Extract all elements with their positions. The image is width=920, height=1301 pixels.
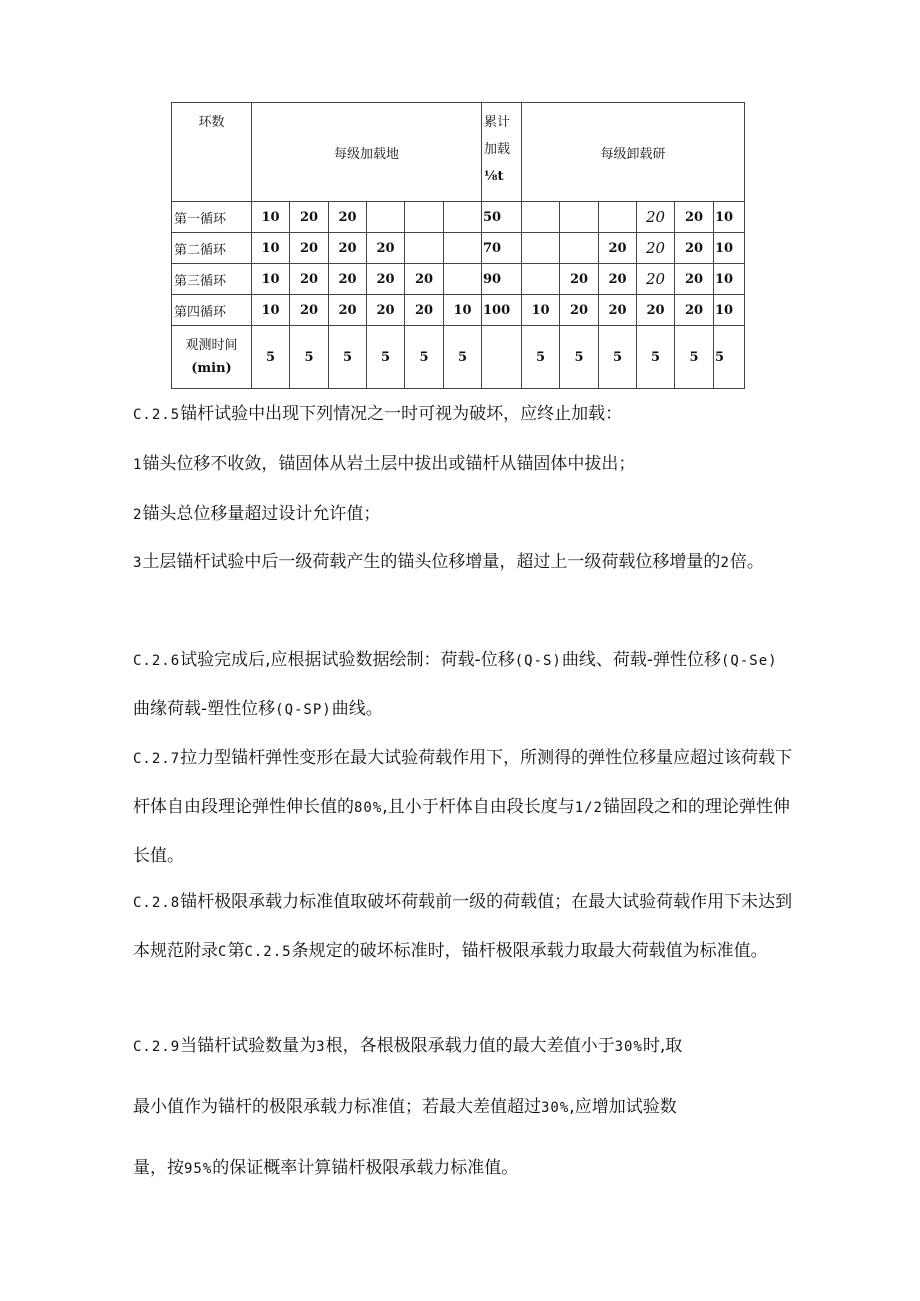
clause-line: [133, 1016, 793, 1077]
header-cumulative-line2: 加载: [484, 142, 511, 157]
load-cell: 10: [252, 295, 290, 326]
unload-cell: 20: [599, 233, 637, 264]
observation-time-label: 观测时间: [185, 338, 238, 353]
cumulative-cell: 100: [482, 295, 522, 326]
load-cell: 20: [329, 233, 367, 264]
table-row: [172, 233, 745, 264]
load-cell: 20: [290, 295, 329, 326]
curve-code: (Q-SP): [275, 702, 332, 718]
unload-cell: 20: [675, 295, 714, 326]
observation-time-unit: (min): [191, 361, 232, 376]
table-row: [172, 202, 745, 233]
unload-cell: [522, 233, 560, 264]
load-cell: 20: [405, 264, 444, 295]
clause-text: 根，各根极限承载力值的最大差值小于: [325, 1036, 615, 1056]
unload-cell: 10: [522, 295, 560, 326]
clause-text: 第: [227, 941, 245, 961]
unload-cell: 20: [560, 264, 599, 295]
clause-text: 锚固段之和的理论弹性伸长值。: [133, 797, 790, 866]
clause-text: 曲缘荷载-塑性位移: [133, 699, 276, 719]
load-cell: 20: [367, 233, 405, 264]
time-cell: 5: [252, 326, 290, 389]
item-text-tail: 倍。: [729, 552, 764, 572]
load-cell: 20: [290, 202, 329, 233]
clause-c-2-9: [133, 1016, 793, 1199]
load-cell: [444, 202, 482, 233]
load-cell: 10: [252, 233, 290, 264]
row-label-observation-time: [172, 326, 252, 389]
count: 3: [316, 1039, 326, 1055]
appendix-ref: C: [218, 944, 228, 960]
clause-c-2-6: [133, 636, 793, 734]
clause-text: 最小值作为锚杆的极限承载力标准值；若最大差值超过: [133, 1097, 541, 1117]
time-cell: 5: [714, 326, 745, 389]
clause-text: 试验完成后,应根据试验数据绘制：荷载-位移: [180, 650, 515, 670]
load-cell: 20: [290, 264, 329, 295]
unload-cell: [560, 202, 599, 233]
fraction: 1/2: [574, 800, 603, 816]
clause-text: ,应增加试验数: [569, 1097, 677, 1117]
clause-text: 时,取: [642, 1036, 683, 1056]
clause-text: 锚杆试验中出现下列情况之一时可视为破坏，应终止加载：: [180, 404, 623, 424]
row-label: 第一循环: [172, 202, 252, 233]
load-cell: 10: [444, 295, 482, 326]
row-label: 第三循环: [172, 264, 252, 295]
item-text: 锚头总位移量超过设计允许值；: [142, 504, 381, 524]
header-loading-per-level: 每级加载地: [252, 103, 482, 202]
unload-cell: 20: [675, 233, 714, 264]
clause-text: 锚杆极限承载力标准值取破坏荷载前一级的荷载值；在最大试验荷载作用下未达到本规范附录: [133, 892, 793, 961]
row-label: 第四循环: [172, 295, 252, 326]
header-unloading-per-level: 每级卸载研: [522, 103, 745, 202]
unload-cell: 20: [675, 202, 714, 233]
header-cumulative-load: [482, 103, 522, 202]
unload-cell: 20: [637, 233, 675, 264]
header-cumulative-unit: ⅛t: [484, 169, 504, 184]
clause-code: C.2.9: [133, 1039, 181, 1055]
clause-text: 条规定的破坏标准时，锚杆极限承载力取最大荷载值为标准值。: [291, 941, 768, 961]
load-cell: 20: [405, 295, 444, 326]
cumulative-cell: 90: [482, 264, 522, 295]
unload-cell: 10: [714, 233, 745, 264]
header-cumulative-line1: 累计: [484, 115, 511, 130]
header-cycles: 环数: [172, 103, 252, 202]
load-cell: 20: [329, 202, 367, 233]
clause-text: 的保证概率计算锚杆极限承载力标准值。: [212, 1158, 519, 1178]
unload-cell: 10: [714, 202, 745, 233]
curve-code: (Q-Se): [721, 653, 778, 669]
unload-cell: 20: [560, 295, 599, 326]
unload-cell: 10: [714, 295, 745, 326]
curve-code: (Q-S): [514, 653, 562, 669]
unload-cell: 10: [714, 264, 745, 295]
item-multiplier: 2: [720, 555, 730, 571]
unload-cell: 20: [599, 295, 637, 326]
list-item-3: [133, 538, 793, 587]
load-cell: [367, 202, 405, 233]
clause-code: C.2.7: [133, 751, 181, 767]
unload-cell: [599, 202, 637, 233]
percentage: 95%: [184, 1161, 213, 1177]
time-cell: 5: [599, 326, 637, 389]
time-cell: 5: [637, 326, 675, 389]
clause-c-2-7: [133, 734, 793, 880]
load-cell: 10: [252, 202, 290, 233]
clause-text: ,且小于杆体自由段长度与: [382, 797, 575, 817]
load-cell: [405, 233, 444, 264]
clause-c-2-5: [133, 390, 793, 439]
unload-cell: 20: [675, 264, 714, 295]
item-number: 2: [133, 507, 143, 523]
time-cell: 5: [329, 326, 367, 389]
percentage: 80%: [354, 800, 383, 816]
clause-text: 当锚杆试验数量为: [180, 1036, 317, 1056]
item-text: 土层锚杆试验中后一级荷载产生的锚头位移增量，超过上一级荷载位移增量的: [142, 552, 721, 572]
load-cell: 20: [329, 264, 367, 295]
clause-text: 曲线、荷载-弹性位移: [561, 650, 721, 670]
time-cell: 5: [560, 326, 599, 389]
clause-text: 曲线。: [331, 699, 383, 719]
load-cell: 10: [252, 264, 290, 295]
load-cell: 20: [329, 295, 367, 326]
unload-cell: 20: [599, 264, 637, 295]
clause-text: 量，按: [133, 1158, 184, 1178]
load-cell: 20: [367, 295, 405, 326]
time-cell: 5: [367, 326, 405, 389]
time-cell: 5: [444, 326, 482, 389]
unload-cell: 20: [637, 202, 675, 233]
row-label: 第二循环: [172, 233, 252, 264]
time-cell: 5: [405, 326, 444, 389]
clause-code: C.2.8: [133, 895, 181, 911]
table-row: [172, 295, 745, 326]
time-cell: 5: [290, 326, 329, 389]
unload-cell: 20: [637, 295, 675, 326]
load-cell: [444, 233, 482, 264]
unload-cell: 20: [637, 264, 675, 295]
item-text: 锚头位移不收敛，锚固体从岩土层中拔出或锚杆从锚固体中拔出；: [142, 454, 636, 474]
load-cell: 20: [367, 264, 405, 295]
cumulative-cell: 70: [482, 233, 522, 264]
list-item-1: [133, 440, 793, 489]
unload-cell: [560, 233, 599, 264]
clause-ref: C.2.5: [244, 944, 292, 960]
list-item-2: [133, 490, 793, 539]
load-cell: [405, 202, 444, 233]
time-cell: 5: [522, 326, 560, 389]
item-number: 3: [133, 555, 143, 571]
clause-line: [133, 1138, 793, 1199]
percentage: 30%: [541, 1100, 570, 1116]
cumulative-cell: [482, 326, 522, 389]
table-row-observation-time: [172, 326, 745, 389]
load-cell: 20: [290, 233, 329, 264]
table-header-row: [172, 103, 745, 202]
clause-line: [133, 1077, 793, 1138]
load-cell: [444, 264, 482, 295]
clause-c-2-8: [133, 878, 793, 976]
clause-text: 拉力型锚杆弹性变形在最大试验荷载作用下，所测得的弹性位移量应超过该荷载下杆体自由段理论弹性伸长值的: [133, 748, 793, 817]
clause-code: C.2.5: [133, 407, 181, 423]
unload-cell: [522, 202, 560, 233]
time-cell: 5: [675, 326, 714, 389]
cyclic-load-table: [171, 102, 745, 389]
table-row: [172, 264, 745, 295]
cumulative-cell: 50: [482, 202, 522, 233]
clause-code: C.2.6: [133, 653, 181, 669]
percentage: 30%: [614, 1039, 643, 1055]
item-number: 1: [133, 457, 143, 473]
unload-cell: [522, 264, 560, 295]
